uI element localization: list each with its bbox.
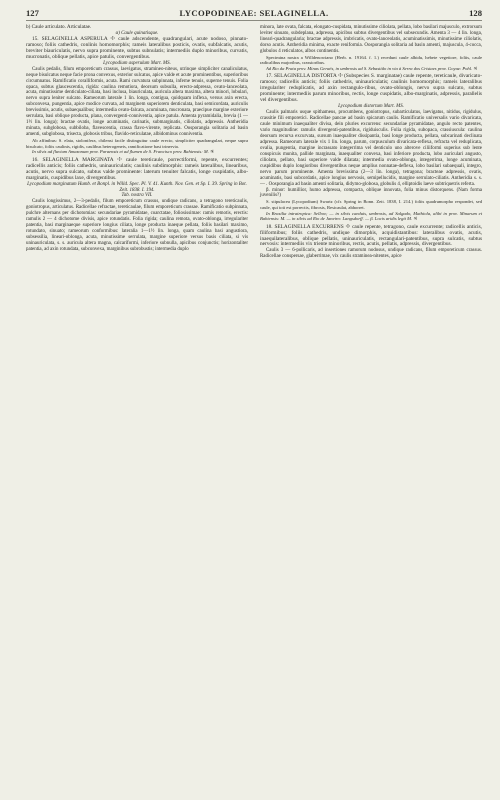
species-16-diagnosis: 16. SELAGINELLA MARGINATA ☩ caule tereticaule, porrectiformi, repente, excurrentes; radicellis anticis; foliis cathedris, uninauriculatis; caulinis subdimorphis: rameis lateralibus, linearibus, acutis, nervo supra sulcato, subtus valde prominente: laterum tenuiter falcatis, longe cuspidatis, albo-marginatis, cuspidibus laxe, divergentibus. [26, 156, 248, 181]
specimen-note: Specimina nostra a Willdenowiano (Herb. n. 19164. f. 1.) recedunt caule albidu, hebete vegetiore, foliis, caule radicalibus majoribus, crassioribus. [260, 54, 482, 66]
species-17-locality: In Brasilia intratropica: Sellow; — in silvis caeduis, umbrosis, ad Salgado, Mathiola, alibi in prov. Minarum et Bahiensis: M. — in silvis ad Rio de Janeiro: Langsdorff. — β. Locis aridis legit M. ♃ [260, 210, 482, 222]
species-15-description: Caulis pedalis, filum emporeticum crassus, laevigatus, stramineo-niteus, utrinque simpliciter canaliculatus, neque bisulcatus neque facie prona convexus, exterior sulcatus, apice valde et acute prominentibus, superioribus circumnatus. Ramificatio coralliformis, acuta. Rami curvatura subpinnata, inferne tenuis, superne tenuis. Folia opaca, subtus glaucescentia, rigida: caulina remotiora, deorsum subsulla, erecto-adpressa, ovato-lanceolata, acuta, minutissime denticulato-ciliata, basi inclusa, biauriculata, auricula altera maxima, altera minori, lobulari, nervo supra leniter sulcato. Rameorum laterale 1 lin. longa, contigua, quidquam inflexa, versus axin erecta, subconvexa, pungentia, apice modice curvata, ad marginem superiorem denticulata, basi semicordata, auriculis brevissimis, acutis, subaequalibus; intermedia ovato-falcata, acuminata, mucronata, praecipue margine exteriore serrulata, basi oblique producta, plana, convergenti-conniventia, apice patula. Amenta pyramidalia, brevia (1 — 1½ lin. longa); bractae ovatis, longe acuminatis, carinatis, submarginatis, ciliolatis, adpressis. Antheridia minuta, subglobosa, subbiloba, flavescentia, crassa flavo-virente, replicata. Oosporangia solitaria ad basin amenti, subglobosa, trisecta, globosis tribus, flavido-reticulatae, albidominus conniventia. [26, 66, 248, 138]
species-16-description: Caulis longissimus, 2—3-pedalis, filum emporeticum crassus, undique radicans, a tetragono tereticaulis, goniotropus, articulatus. Radicellae refractae, tereticaulae, filum emporeticum crassae. Ramificatio subpinnata, pulchre alternans per dichotomias: secundariae pyramidatae, coarctatae, foliosissimae: ramis remotis, erectis: ramulis 2 — 4 dichotome divisis, apice rotundatis. Folia rigida; caulina remota, ovato-oblonga, irregulariter patentia, basi marginaeque superiore longius ciliata, longe producta inaeque pellata, foliis basilari maximo, rotundato, sinuato; rameorum conformibus: lateralia 1—1½ lin. longa, quam caulina basi angustiora, subsessilia, lineari-oblonga, acuta, minutissime serrulata, margine superiore versus basis ciliata, si vis uninauriculata, s. s. auricula altera magna, calcariformi, inferiore subnulla, apicibus conjunctis; horizontaliter patentia, ad axin rotundata, subconvexa, marginibus subrobustis; intermedia duplo [26, 199, 248, 253]
text-columns [26, 25, 482, 260]
species-18-diagnosis: 18. SELAGINELLA EXCURRENS ☩ caule repente, tetragono, caule excurrente; radicellis anticis, filiformibus; foliis cathedris, undique dimorphis, acquidistantibus: lateralibus ovatis, acutis, inaequilateralibus, oblique pellatis, uninauriculatis, rectangulari-patentibus, supra sulcatis, subtus nervosis: intermediis vix triente minoribus, rectis, acutis, pellatis, adpressis, divergentibus. [260, 223, 482, 248]
section-header: b) Caule articulato. Articulatae. [26, 24, 92, 30]
species-18-description: Caulis 3 — 6-pollicaris, ad insertiones ramorum nodosus, undique radicans, filum emporeticum crassus. Radicellae conspersae, glaberrimae, vix caulis straminea-nitentes, apice [260, 248, 482, 260]
section-subheader: α) Caule quinatisque. [115, 30, 159, 36]
species-16-synonym: Lycopodium marginatum Humb. et Bonpl. in Willd. Spec. Pl. V. 41. Kunth. Nov. Gen. et Sp. I. 39. Spring in Bot. Zeit. 1838. I. 194. [27, 181, 247, 193]
right-page-number: 128 [469, 8, 482, 18]
species-17-diagnosis: 17. SELAGINELLA DISTORTA ☩ (Subspecies S. marginatae) caule repente, tereticaule, divaricato-ramoso; radicellis anticis; foliis cathedris, uninauriculatis; caulinis homomorphis; rameis lateralibus irregulariter reduplicatis, ad axin rectangulo-ribus, ovato-oblongis, nervo supra sulcato, subtus prominente; intermediis parum minoribus, rectis, longe cuspidatis, albo-marginatis, adpressis, parallelis vel divergentibus. [260, 73, 482, 104]
species-15-synonym: Lycopodium asperulum Mart. MS. [103, 60, 171, 66]
running-header [26, 8, 482, 21]
species-16-locality: Ad Rio da Prata prov. Minas Geraës, in umbrosis ad S. Sebastião in via à Serra dos Cristaes prov. Goyaz: Pohl. ♃ [266, 65, 478, 71]
continued-description: minora, late ovata, falcata, elongato-cuspidata, minutissime ciliolata, pellata, lobo basilari majusculo, extrorsum leviter sinuato, subdeplana, adpressa, apicibus subtus divergentibus vel subsecundis. Amenta 3 — 4 lin. longa, lineari-quadrangularia; bractae adpressis, imbricatis, ovato-lanceolatis, acuminatissimis, minutissime ciliolatis, dorso acutis. Antheridia minima, exacte reniformia. Oosporangia solitaria ad basin amenti, majuscula, 4-cocca, globulos 4 reticulatos, albos continentis. [260, 25, 482, 54]
right-column [260, 25, 482, 260]
species-16-plate: Tab. nostra VII. [121, 193, 153, 199]
left-page-number: 127 [26, 8, 39, 18]
family-title: LYCOPODINEAE: SELAGINELLA. [179, 8, 329, 18]
species-15-note: Ab affinibus: S. elata, stolonifera, chilensi facile distinguitur caule erecto, simpliciter quadrangulari, neque supra bisulcato, foliis caulinis, rigidis, caulibus heterogeneis, ramificatione basi trinervia. [26, 138, 248, 149]
species-17-synonym: Lycopodium distortum Mart. MS. [338, 104, 404, 110]
species-17-description: Caulis palmaris usque spithameus, procumbens, goniotropus, subarticulatus, laevigatus, nitidus, rigidulus, crassitie fili emporetici. Radicellae pancae ad basin spicarum caulis. Ramificatio universalis vario divaricata, caule minimum inaequaliter divisa, dein pluries excurrens: secundariae pyramidatae, angulo recto patentes, vario magnitudine: ramulis divergenti-patentibus, rigiduisculis. Folia rigida, subopaca, crassiuscula: caulina deorsum recurva excurvata, sursum inaequaliter dissipantia, basi longe producta, pellata, subcarinati declinata adpressa. Rameorum laterale vix 1 lin. longa, parum, corpusculum divaricata-reflexa, refracta vel reduplicata, ovalia, pungentia, margine incrassato integerrima vel denticulo uno alterove ciliiformi superius sub lente conspicuis munita, pallide marginata, inaequaliter convexa, basi inferiore producta, lobo auriculari angusto, ciliolato, pellato, basi superiore valde dilatata; intermedia ovato-oblonga, integerrima, longe acuminata, cuspidibus duplo longioribus divergentibus neque amplius nonnatae-deflexa, lobo basilari subaequali, integro, nervo parum prominente. Amenta brevissima (2—3 lin. longa), tetragona; bracteae adpressis, ovatis, acuminatis, basi subcordatis, apice longius nervosis, semipellucidis, margine serrulato-ciliatis. Antheridia s. s. — . Oosporangia ad basin amenti solitaria, didymo-globosa, globulis 4, elliptoidis laeve subtriquetris referta. [260, 110, 482, 187]
species-15-locality: In silvis ad fluvium Amazonum prov. Paraensis et ad flumen de S. Francisco prov. Bahiensis: M. ♃ [32, 149, 215, 155]
species-17-note: S. stipulacea (Lycopodium) Swartz (cfr. Spring in Bonn. Zeit. 1838, I. 214.) foliis quadrumorpho respondet, sed caule, qui toti est porrectis, fibrosis, Resicaulat, abhorret. [260, 199, 482, 210]
species-15-diagnosis: 15. SELAGINELLA ASPERULA ☩ caule adscendente, quadrangulari, acute nodoso, pinnato-ramoso; foliis cathedris, conlinis homomorphis; rameis lateralibus posticis, ovatis, subfalcatis, acutis, breviter biauriculatis, nervo supra prominente, subtus subnulatis; intermediis duplo minoribus, curvatis, mucronatis, oblique pellatis, apice patulis, convergentibus. [26, 35, 248, 60]
species-17-variety: β. minor: humillior, humo adpressa, compacta, oblique innovata, folia minus distorquens. (Nam forma juvenilis?) [260, 187, 482, 199]
left-column [26, 25, 248, 260]
